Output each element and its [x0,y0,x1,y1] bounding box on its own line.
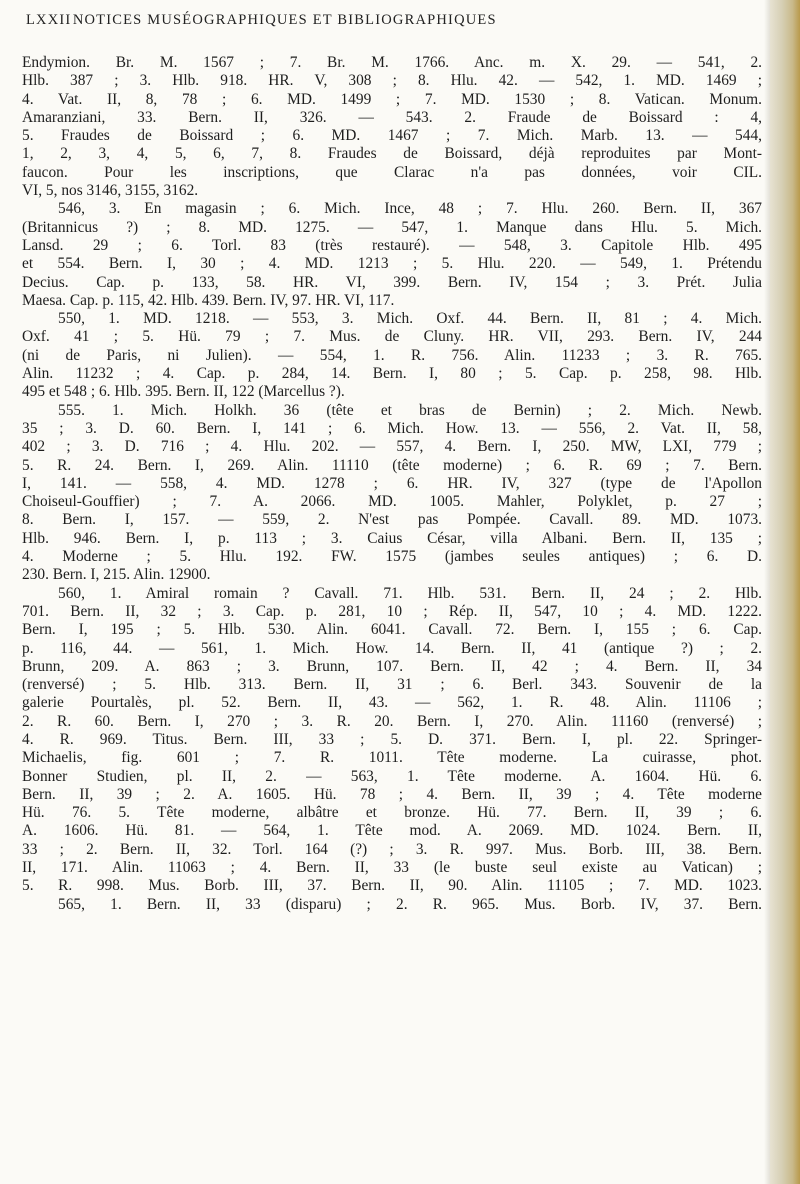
page-edge [770,0,800,1184]
body-text [22,54,762,914]
text-line: Bern. I, 195 ; 5. Hlb. 530. Alin. 6041. Cavall. 72. Bern. I, 155 ; 6. Cap. [22,621,762,639]
text-line: 495 et 548 ; 6. Hlb. 395. Bern. II, 122 (Marcellus ?). [22,383,345,401]
text-line: II, 171. Alin. 11063 ; 4. Bern. II, 33 (le buste seul existe au Vatican) ; [22,859,762,877]
text-line: 2. R. 60. Bern. I, 270 ; 3. R. 20. Bern. I, 270. Alin. 11160 (renversé) ; [22,712,762,730]
text-line: Endymion. Br. M. 1567 ; 7. Br. M. 1766. Anc. m. X. 29. — 541, 2. [22,54,762,71]
text-line: VI, 5, nos 3146, 3155, 3162. [22,182,199,200]
text-line: Michaelis, fig. 601 ; 7. R. 1011. Tête moderne. La cuirasse, phot. [22,749,762,767]
text-line: galerie Pourtalès, pl. 52. Bern. II, 43. — 562, 1. R. 48. Alin. 11106 ; [22,694,762,712]
text-line: 230. Bern. I, 215. Alin. 12900. [22,566,211,584]
text-line: Brunn, 209. A. 863 ; 3. Brunn, 107. Bern. II, 42 ; 4. Bern. II, 34 [22,657,762,675]
text-line: Oxf. 41 ; 5. Hü. 79 ; 7. Mus. de Cluny. HR. VII, 293. Bern. IV, 244 [22,328,762,346]
text-line: 4. Vat. II, 8, 78 ; 6. MD. 1499 ; 7. MD. 1530 ; 8. Vatican. Monum. [22,90,762,108]
text-line: Hlb. 946. Bern. I, p. 113 ; 3. Caius César, villa Albani. Bern. II, 135 ; [22,529,762,547]
text-line: I, 141. — 558, 4. MD. 1278 ; 6. HR. IV, 327 (type de l'Apollon [22,474,762,492]
text-line: Alin. 11232 ; 4. Cap. p. 284, 14. Bern. I, 80 ; 5. Cap. p. 258, 98. Hlb. [22,365,762,383]
text-line: (Britannicus ?) ; 8. MD. 1275. — 547, 1. Manque dans Hlu. 5. Mich. [22,218,762,236]
text-line: 1, 2, 3, 4, 5, 6, 7, 8. Fraudes de Boissard, déjà reproduites par Mont- [22,145,762,163]
text-line: Bern. II, 39 ; 2. A. 1605. Hü. 78 ; 4. Bern. II, 39 ; 4. Tête moderne [22,785,762,803]
text-line: p. 116, 44. — 561, 1. Mich. How. 14. Bern. II, 41 (antique ?) ; 2. [22,639,762,657]
text-line: 35 ; 3. D. 60. Bern. I, 141 ; 6. Mich. How. 13. — 556, 2. Vat. II, 58, [22,419,762,437]
page-header [26,12,740,34]
text-line: Choiseul-Gouffier) ; 7. A. 2066. MD. 1005. Mahler, Polyklet, p. 27 ; [22,493,762,511]
text-line: Hlb. 387 ; 3. Hlb. 918. HR. V, 308 ; 8. Hlu. 42. — 542, 1. MD. 1469 ; [22,72,762,90]
text-line: 5. R. 998. Mus. Borb. III, 37. Bern. II, 90. Alin. 11105 ; 7. MD. 1023. [22,877,762,895]
text-line: Lansd. 29 ; 6. Torl. 83 (très restauré). — 548, 3. Capitole Hlb. 495 [22,236,762,254]
text-line: Hü. 76. 5. Tête moderne, albâtre et bronze. Hü. 77. Bern. II, 39 ; 6. [22,804,762,822]
text-line: 8. Bern. I, 157. — 559, 2. N'est pas Pompée. Cavall. 89. MD. 1073. [22,511,762,529]
text-line: 4. Moderne ; 5. Hlu. 192. FW. 1575 (jambes seules antiques) ; 6. D. [22,548,762,566]
text-line: 555. 1. Mich. Holkh. 36 (tête et bras de Bernin) ; 2. Mich. Newb. [58,401,762,419]
text-line: 701. Bern. II, 32 ; 3. Cap. p. 281, 10 ; Rép. II, 547, 10 ; 4. MD. 1222. [22,602,762,620]
text-line: A. 1606. Hü. 81. — 564, 1. Tête mod. A. 2069. MD. 1024. Bern. II, [22,822,762,840]
text-line: (renversé) ; 5. Hlb. 313. Bern. II, 31 ; 6. Berl. 343. Souvenir de la [22,676,762,694]
text-line: Bonner Studien, pl. II, 2. — 563, 1. Tête moderne. A. 1604. Hü. 6. [22,767,762,785]
text-line: (ni de Paris, ni Julien). — 554, 1. R. 756. Alin. 11233 ; 3. R. 765. [22,346,762,364]
text-line: 33 ; 2. Bern. II, 32. Torl. 164 (?) ; 3. R. 997. Mus. Borb. III, 38. Bern. [22,840,762,858]
text-line: 5. Fraudes de Boissard ; 6. MD. 1467 ; 7. Mich. Marb. 13. — 544, [22,127,762,145]
text-line: 4. R. 969. Titus. Bern. III, 33 ; 5. D. 371. Bern. I, pl. 22. Springer- [22,730,762,748]
text-line: 560, 1. Amiral romain ? Cavall. 71. Hlb. 531. Bern. II, 24 ; 2. Hlb. [58,584,762,602]
text-line: faucon. Pour les inscriptions, que Clarac n'a pas données, voir CIL. [22,163,762,181]
text-line: Maesa. Cap. p. 115, 42. Hlb. 439. Bern. IV, 97. HR. VI, 117. [22,291,395,309]
text-line: Decius. Cap. p. 133, 58. HR. VI, 399. Bern. IV, 154 ; 3. Prét. Julia [22,273,762,291]
text-line: 5. R. 24. Bern. I, 269. Alin. 11110 (tête moderne) ; 6. R. 69 ; 7. Bern. [22,456,762,474]
text-line: 402 ; 3. D. 716 ; 4. Hlu. 202. — 557, 4. Bern. I, 250. MW, LXI, 779 ; [22,438,762,456]
text-line: 565, 1. Bern. II, 33 (disparu) ; 2. R. 965. Mus. Borb. IV, 37. Bern. [58,895,762,913]
text-line: 546, 3. En magasin ; 6. Mich. Ince, 48 ; 7. Hlu. 260. Bern. II, 367 [58,200,762,218]
running-title: NOTICES MUSÉOGRAPHIQUES ET BIBLIOGRAPHIQUES [72,12,497,28]
text-line: et 554. Bern. I, 30 ; 4. MD. 1213 ; 5. Hlu. 220. — 549, 1. Prétendu [22,255,762,273]
text-line: 550, 1. MD. 1218. — 553, 3. Mich. Oxf. 44. Bern. II, 81 ; 4. Mich. [58,310,762,328]
page-number: LXXII [26,12,72,28]
text-line: Amaranziani, 33. Bern. II, 326. — 543. 2. Fraude de Boissard : 4, [22,108,762,126]
